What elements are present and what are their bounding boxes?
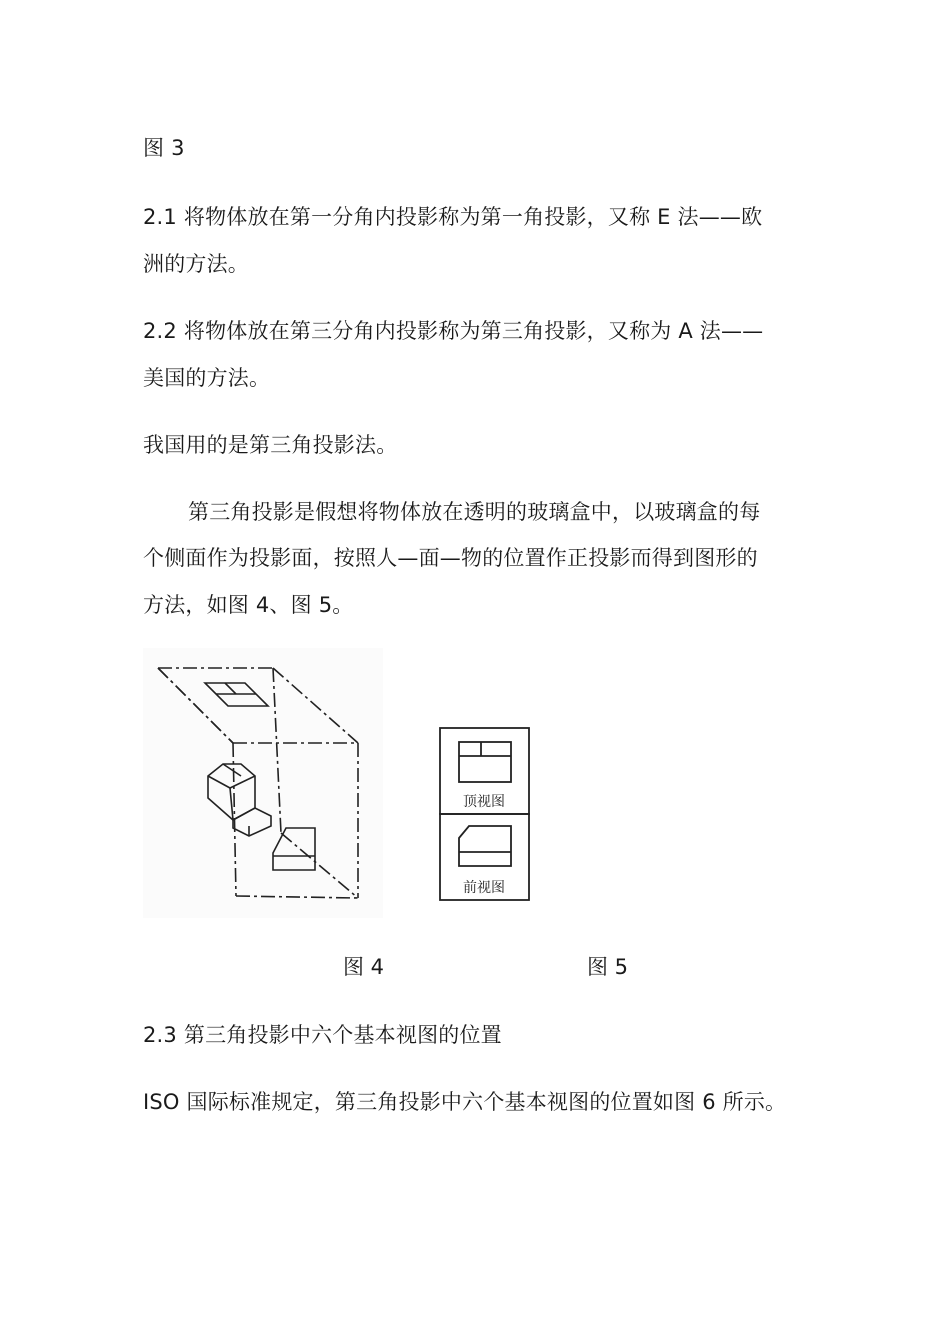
paragraph-line-2: 个侧面作为投影面，按照人—面—物的位置作正投影而得到图形的 <box>143 546 758 570</box>
figure-3-caption: 图 3 <box>143 136 185 160</box>
section-2-3-heading: 2.3 第三角投影中六个基本视图的位置 <box>143 1023 502 1047</box>
section-2-2-line-1: 2.2 将物体放在第三分角内投影称为第三角投影，又称为 A 法—— <box>143 319 764 343</box>
paragraph-line-3: 方法，如图 4、图 5。 <box>143 593 354 617</box>
figure-4-glass-box-drawing <box>143 648 383 918</box>
paragraph-line-1: 第三角投影是假想将物体放在透明的玻璃盒中，以玻璃盒的每 <box>188 500 761 524</box>
section-2-2-line-2: 美国的方法。 <box>143 366 271 390</box>
figure-4-caption: 图 4 <box>343 955 385 979</box>
front-view-label: 前视图 <box>463 880 505 896</box>
section-2-1-line-2: 洲的方法。 <box>143 252 249 276</box>
iso-standard-line: ISO 国际标准规定，第三角投影中六个基本视图的位置如图 6 所示。 <box>143 1090 787 1114</box>
china-method-note: 我国用的是第三角投影法。 <box>143 433 398 457</box>
figure-5-caption: 图 5 <box>587 955 629 979</box>
section-2-1-line-1: 2.1 将物体放在第一分角内投影称为第一角投影，又称 E 法——欧 <box>143 205 763 229</box>
figure-5-views-drawing <box>437 726 533 904</box>
top-view-label: 顶视图 <box>463 794 505 810</box>
